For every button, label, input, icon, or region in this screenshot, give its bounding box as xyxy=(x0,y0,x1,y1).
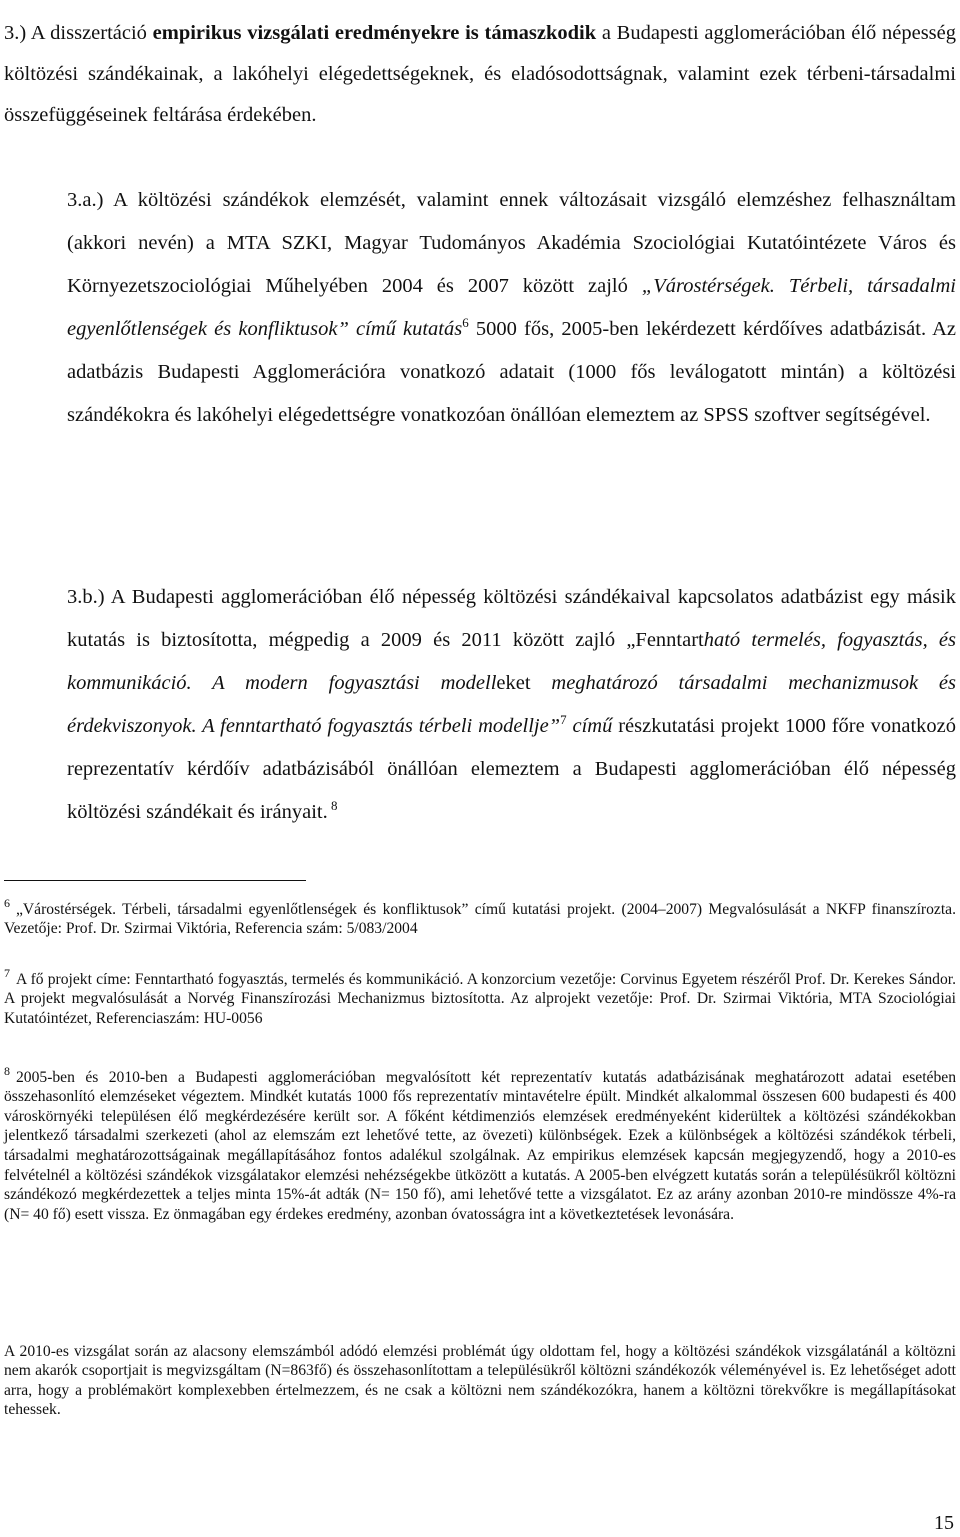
paragraph-3b-text-2: eket xyxy=(496,671,552,694)
paragraph-3-intro: 3.) A disszertáció xyxy=(4,21,153,44)
paragraph-3a-survey-title: „Várostérségek. Térbeli, társadalmi egyenlőtlenségek és konfliktusok” című kutatás xyxy=(67,274,956,340)
footnote-7-text: A fő projekt címe: Fenntartható fogyasztás, termelés és kommunikáció. A konzorcium vezetője: Corvinus Egyetem részéről Prof. Dr. Kerekes Sándor. A projekt megvalósulását a Norvég Finanszírozási Mechanizmus biztosította. Az alprojekt vezetője: Prof. Dr. Szirmai Viktória, MTA Szociológiai Kutatóintézet, Referenciaszám: HU-0056 xyxy=(4,970,956,1027)
footnote-ref-6[interactable]: 6 xyxy=(462,314,469,330)
footnote-separator xyxy=(4,880,306,881)
paragraph-3b-italic-1: ható termelés, fogyasztás, és kommunikáció. A modern fogyasztási modell xyxy=(67,628,956,694)
footnote-ref-7[interactable]: 7 xyxy=(560,711,567,727)
paragraph-3b-text-1: 3.b.) A Budapesti agglomerációban élő népesség költözési szándékaival kapcsolatos adatbázist egy másik kutatás is biztosította, mégpedig a 2009 és 2011 között zajló „Fenntart xyxy=(67,585,956,651)
footnote-8 xyxy=(4,1064,956,1225)
footnote-ref-8[interactable]: 8 xyxy=(327,797,338,813)
footnote-8-continuation-text: A 2010-es vizsgálat során az alacsony elemszámból adódó elemzési problémát úgy oldottam fel, hogy a költözési szándékok vizsgálatánál a költözni nem akarók csoportjait is megvizsgáltam (N=863fő) és összehasonlítottam a településükről költözni szándékozók véleményével is. Ez lehetőséget adott arra, hogy a problémakört komplexebben értelmezzem, és ne csak a költözni nem szándékozókra, hanem a költözni törekvőkre is megállapításokat tehessek. xyxy=(4,1342,956,1419)
paragraph-3-bold-phrase: empirikus vizsgálati eredményekre is támaszkodik xyxy=(152,21,597,44)
footnote-7 xyxy=(4,966,956,1029)
paragraph-3-rest: a Budapesti agglomerációban élő népesség költözési szándékainak, a lakóhelyi elégedettségeknek, és eladósodottságnak, valamint ezek térbeni-társadalmi összefüggéseinek feltárása érdekében. xyxy=(4,21,957,126)
paragraph-3 xyxy=(4,13,956,136)
footnote-8-text: 2005-ben és 2010-ben a Budapesti agglomerációban megvalósított két reprezentatív kutatás adatbázisának meghatározott adatai esetében összehasonlító elemzéseket végeztem. Mindkét kutatás 1000 fős reprezentatív mintavételre épült. Mindkét alkalommal összesen 600 budapesti és 400 városkörnyéki településen élő megkérdezésére került sor. A főként kétdimenziós elemzések eredményeként kiderültek a költözési szándékokban jelentkező társadalmi szerkezeti (ahol az elemszám ezt lehetővé tette, az övezeti) különbségek. Ezek a különbségek a költözési szándékok térbeli, társadalmi meghatározottságainak megállapításához fontos adalékul szolgálnak. Az empirikus elemzések kapcsán megjegyzendő, hogy a 2010-es felvételnél a költözési szándékok vizsgálatakor elemzési nehézségekbe ütközött a kutatás. A 2005-ben elvégzett kutatás során a településükről költözni szándékozó megkérdezettek a teljes minta 15%-át adták (N= 150 fő), ami lehetővé tette a vizsgálatot. Ez az arány azonban 2010-re mindössze 4%-ra (N= 40 fő) esett vissza. Ez önmagában egy érdekes eredmény, azonban óvatosságra int a következtetések levonására. xyxy=(4,1068,956,1223)
page-number: 15 xyxy=(934,1512,954,1534)
paragraph-3a-text-1: 3.a.) A költözési szándékok elemzését, valamint ennek változásait vizsgáló elemzéshez felhasználtam (akkori nevén) a MTA SZKI, Magyar Tudományos Akadémia Szociológiai Kutatóintézete Város és Környezetszociológiai Műhelyében 2004 és 2007 között zajló xyxy=(67,188,956,297)
footnote-8-mark: 8 xyxy=(4,1064,10,1079)
paragraph-3b xyxy=(67,576,956,834)
paragraph-3a xyxy=(67,179,956,437)
footnote-8-continuation xyxy=(4,1342,956,1420)
paragraph-3a-text-2: 5000 fős, 2005-ben lekérdezett kérdőíves adatbázisát. Az adatbázis Budapesti Agglomerációra vonatkozó adatait (1000 fős leválogatott mintán) a költözési szándékokra és lakóhelyi elégedettségre vonatkozóan önállóan elemeztem az SPSS szoftver segítségével. xyxy=(67,317,956,426)
paragraph-3b-italic-3: című xyxy=(566,714,613,737)
paragraph-3b-italic-2: meghatározó társadalmi mechanizmusok és érdekviszonyok. A fenntartható fogyasztás térbeli modellje” xyxy=(67,671,956,737)
footnote-7-mark: 7 xyxy=(4,966,10,981)
footnote-6 xyxy=(4,896,956,939)
footnote-6-mark: 6 xyxy=(4,896,10,911)
footnote-6-text: „Várostérségek. Térbeli, társadalmi egyenlőtlenségek és konfliktusok” című kutatási projekt. (2004–2007) Megvalósulását a NKFP finanszírozta. Vezetője: Prof. Dr. Szirmai Viktória, Referencia szám: 5/083/2004 xyxy=(4,900,956,938)
paragraph-3b-text-3: részkutatási projekt 1000 főre vonatkozó reprezentatív kérdőív adatbázisából önállóan elemeztem a Budapesti agglomerációban élő népesség költözési szándékait és irányait. xyxy=(67,714,957,823)
